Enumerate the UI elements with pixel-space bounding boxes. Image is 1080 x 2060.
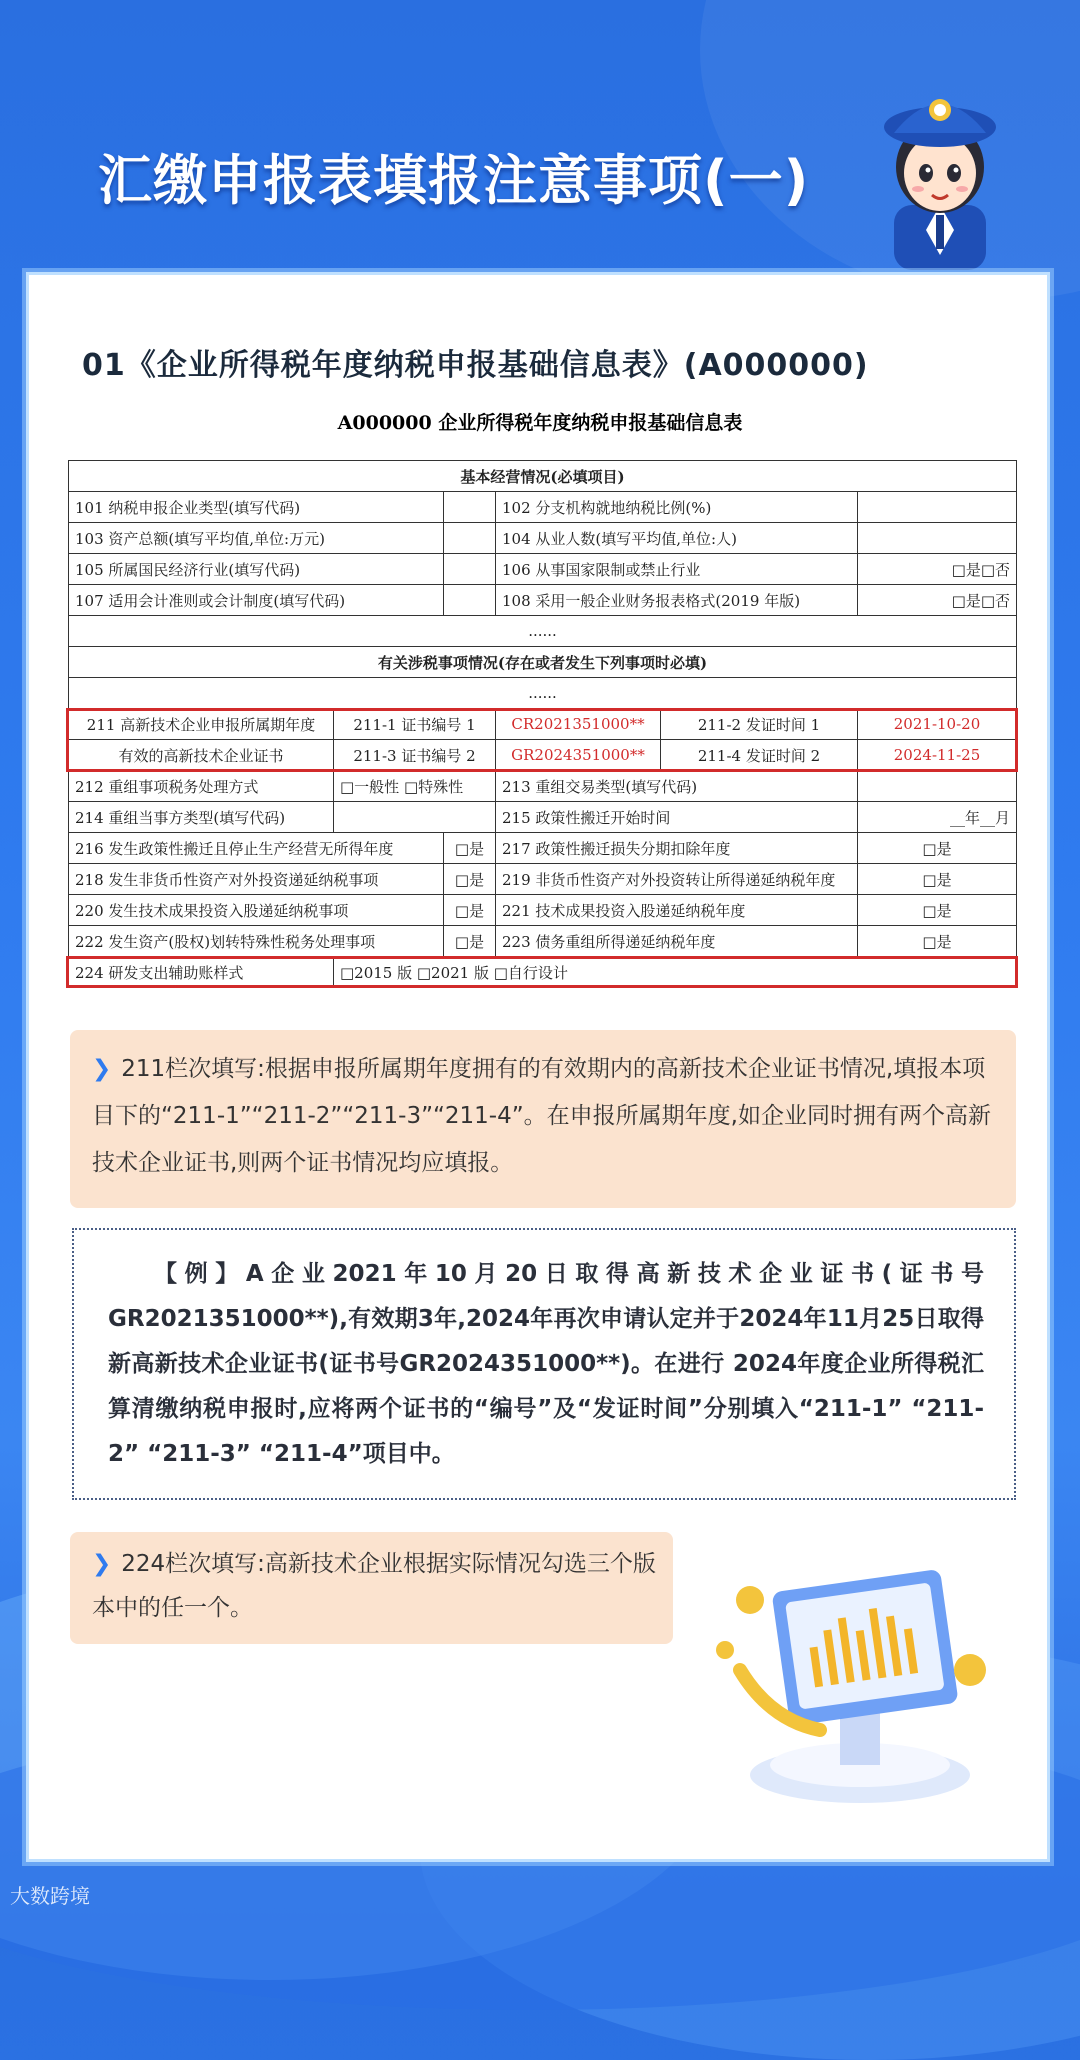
table-cell [444, 523, 496, 554]
table-cell: 214 重组当事方类型(填写代码) [69, 802, 334, 833]
table-row [69, 957, 1017, 988]
form-title: A000000 企业所得税年度纳税申报基础信息表 [337, 412, 743, 434]
table-cell: 222 发生资产(股权)划转特殊性税务处理事项 [69, 926, 444, 957]
table-row [69, 523, 1017, 554]
table-row [69, 895, 1017, 926]
table-cell: 102 分支机构就地纳税比例(%) [496, 492, 858, 523]
table-cell [444, 492, 496, 523]
table-cell: 223 债务重组所得递延纳税年度 [496, 926, 858, 957]
table-cell [858, 492, 1017, 523]
table-cell: 有效的高新技术企业证书 [69, 740, 334, 771]
table-header: 基本经营情况(必填项目) [69, 461, 1017, 492]
checkbox-cell: □是□否 [858, 585, 1017, 616]
table-row [69, 864, 1017, 895]
example-box [72, 1228, 1016, 1500]
table-cell: 104 从业人数(填写平均值,单位:人) [496, 523, 858, 554]
table-cell: 106 从事国家限制或禁止行业 [496, 554, 858, 585]
issue-date-1: 2021-10-20 [858, 709, 1017, 740]
checkbox-cell: □是 [858, 895, 1017, 926]
tax-info-form-table [68, 460, 1017, 988]
table-row [69, 709, 1017, 740]
note-211 [70, 1030, 1016, 1208]
table-row [69, 833, 1017, 864]
example-text: 【例】A企业2021年10月20日取得高新技术企业证书(证书号GR2021351000**),有效期3年,2024年再次申请认定并于2024年11月25日取得新高新技术企业证书(证书号GR2024351000**)。在进行 2024年度企业所得税汇算清缴纳税申报时,应将两个证书的“编号”及“发证时间”分别填入“211-1” “211-2” “211-3” “211-4”项目中。 [108, 1261, 984, 1467]
chevron-right-icon: ❯ [92, 1551, 112, 1577]
checkbox-cell: □是□否 [858, 554, 1017, 585]
table-cell [444, 554, 496, 585]
certificate-number-2: GR2024351000** [496, 740, 661, 771]
table-cell [334, 802, 496, 833]
table-cell: 212 重组事项税务处理方式 [69, 771, 334, 802]
page-title: 汇缴申报表填报注意事项(一) [98, 149, 810, 212]
table-row [69, 585, 1017, 616]
table-cell: 215 政策性搬迁开始时间 [496, 802, 858, 833]
table-row [69, 740, 1017, 771]
note-224-text: 224栏次填写:高新技术企业根据实际情况勾选三个版本中的任一个。 [92, 1551, 656, 1621]
table-cell: 105 所属国民经济行业(填写代码) [69, 554, 444, 585]
note-211-text: 211栏次填写:根据申报所属期年度拥有的有效期内的高新技术企业证书情况,填报本项目下的“211-1”“211-2”“211-3”“211-4”。在申报所属期年度,如企业同时拥有两个高新技术企业证书,则两个证书情况均应填报。 [92, 1056, 991, 1176]
date-cell: __年__月 [858, 802, 1017, 833]
checkbox-cell: □是 [444, 926, 496, 957]
checkbox-cell: □是 [858, 864, 1017, 895]
table-row [69, 926, 1017, 957]
table-row [69, 678, 1017, 709]
table-cell: 107 适用会计准则或会计制度(填写代码) [69, 585, 444, 616]
table-cell: 220 发生技术成果投资入股递延纳税事项 [69, 895, 444, 926]
table-row [69, 461, 1017, 492]
checkbox-cell: □是 [444, 833, 496, 864]
checkbox-cell: □2015 版 □2021 版 □自行设计 [334, 957, 1017, 988]
table-row [69, 771, 1017, 802]
table-cell: 108 采用一般企业财务报表格式(2019 年版) [496, 585, 858, 616]
checkbox-cell: □是 [858, 833, 1017, 864]
table-cell: 211-1 证书编号 1 [334, 709, 496, 740]
table-cell [444, 585, 496, 616]
checkbox-cell: □是 [444, 895, 496, 926]
certificate-number-1: CR2021351000** [496, 709, 661, 740]
computer-chart-illustration [700, 1560, 1000, 1820]
table-cell [858, 771, 1017, 802]
table-row [69, 647, 1017, 678]
section-title: 01《企业所得税年度纳税申报基础信息表》(A000000) [82, 348, 869, 383]
checkbox-cell: □是 [444, 864, 496, 895]
table-row [69, 802, 1017, 833]
table-cell: 211 高新技术企业申报所属期年度 [69, 709, 334, 740]
table-cell: 219 非货币性资产对外投资转让所得递延纳税年度 [496, 864, 858, 895]
checkbox-cell: □是 [858, 926, 1017, 957]
table-cell [858, 523, 1017, 554]
table-cell: 217 政策性搬迁损失分期扣除年度 [496, 833, 858, 864]
table-row [69, 492, 1017, 523]
table-row [69, 616, 1017, 647]
watermark: 大数跨境 [10, 1884, 90, 1908]
issue-date-2: 2024-11-25 [858, 740, 1017, 771]
table-ellipsis: ...... [69, 678, 1017, 709]
checkbox-cell: □一般性 □特殊性 [334, 771, 496, 802]
chevron-right-icon: ❯ [92, 1056, 112, 1082]
table-cell: 211-2 发证时间 1 [661, 709, 858, 740]
table-cell: 101 纳税申报企业类型(填写代码) [69, 492, 444, 523]
table-cell: 221 技术成果投资入股递延纳税年度 [496, 895, 858, 926]
table-row [69, 554, 1017, 585]
table-cell: 216 发生政策性搬迁且停止生产经营无所得年度 [69, 833, 444, 864]
table-cell: 211-3 证书编号 2 [334, 740, 496, 771]
table-header: 有关涉税事项情况(存在或者发生下列事项时必填) [69, 647, 1017, 678]
table-cell: 103 资产总额(填写平均值,单位:万元) [69, 523, 444, 554]
table-cell: 213 重组交易类型(填写代码) [496, 771, 858, 802]
table-cell: 224 研发支出辅助账样式 [69, 957, 334, 988]
table-cell: 211-4 发证时间 2 [661, 740, 858, 771]
table-ellipsis: ...... [69, 616, 1017, 647]
table-cell: 218 发生非货币性资产对外投资递延纳税事项 [69, 864, 444, 895]
tax-officer-mascot [860, 55, 1020, 270]
note-224 [70, 1532, 673, 1644]
